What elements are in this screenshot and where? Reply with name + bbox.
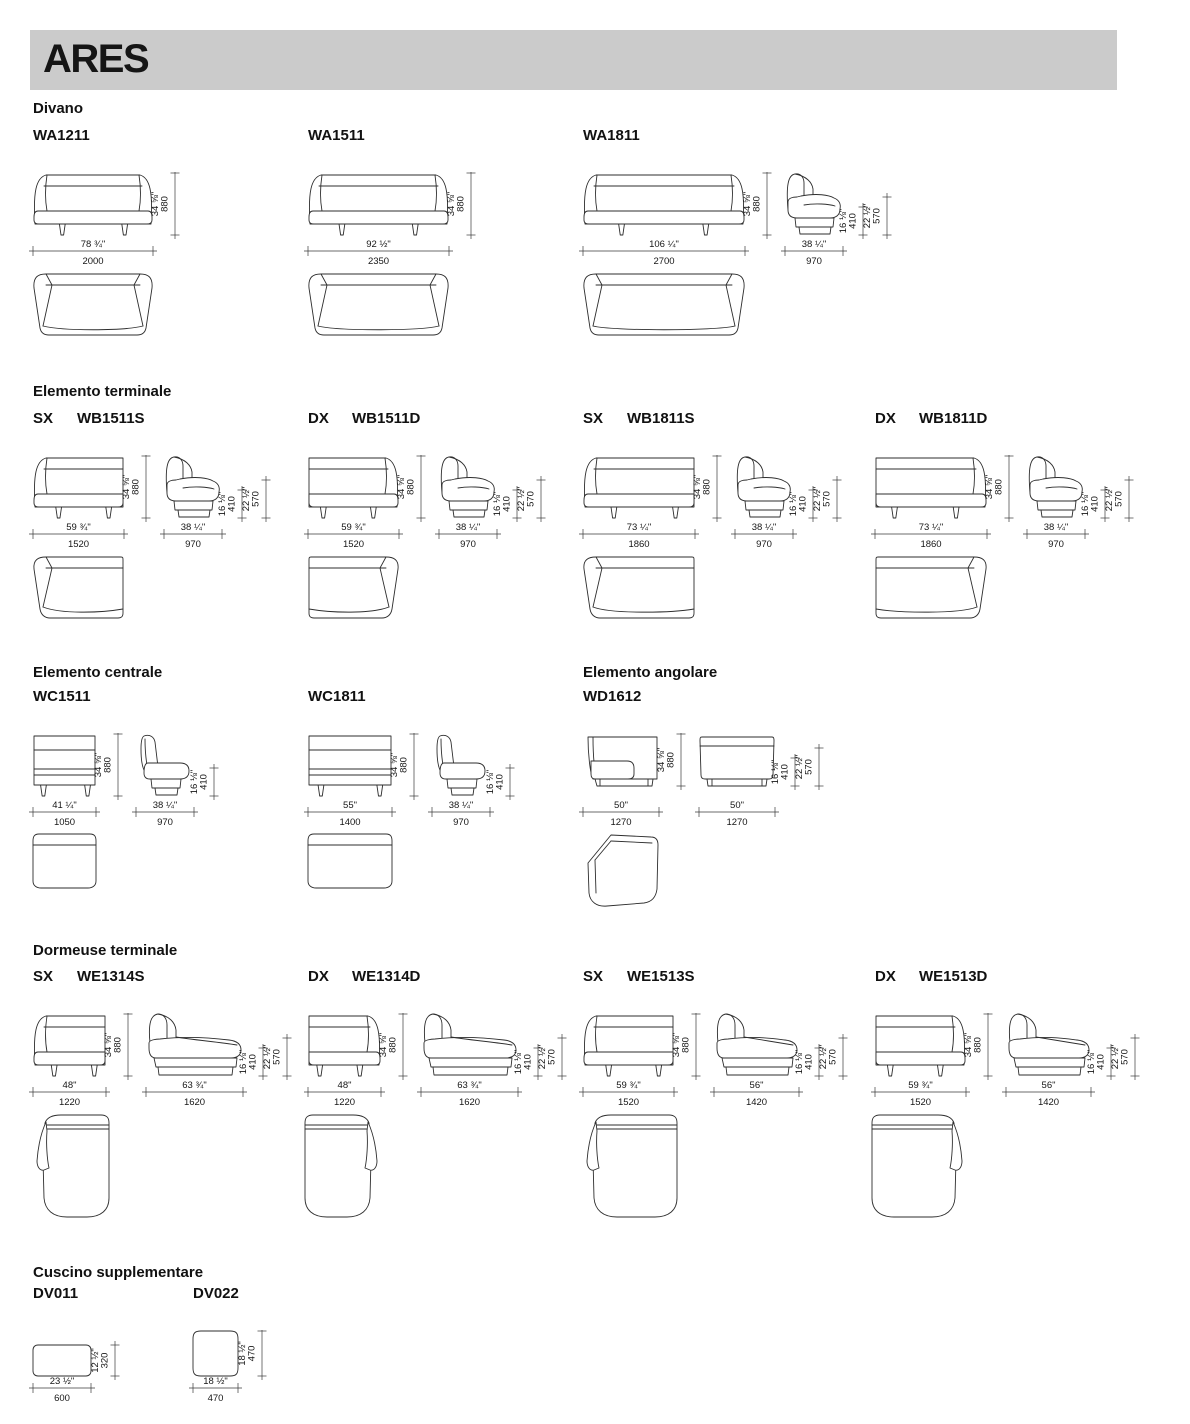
svg-text:16 ⅛": 16 ⅛" xyxy=(794,1049,805,1075)
svg-text:470: 470 xyxy=(246,1345,258,1362)
svg-text:38 ¼": 38 ¼" xyxy=(448,800,474,811)
svg-text:16 ⅛": 16 ⅛" xyxy=(838,208,849,234)
orientation-prefix: SX xyxy=(33,968,54,985)
model-code: WE1314S xyxy=(77,968,145,985)
svg-text:1400: 1400 xyxy=(339,817,361,828)
svg-text:55": 55" xyxy=(343,800,357,811)
model-code: WE1314D xyxy=(352,968,421,985)
figure-WB1511S xyxy=(27,455,278,629)
model-label-WB1511S xyxy=(33,410,145,427)
svg-text:1620: 1620 xyxy=(183,1097,206,1108)
svg-text:1520: 1520 xyxy=(909,1097,932,1108)
svg-text:23 ½": 23 ½" xyxy=(49,1376,75,1387)
svg-text:59 ¾": 59 ¾" xyxy=(66,522,91,533)
model-code: WA1211 xyxy=(33,127,90,144)
section-title-dormeuse: Dormeuse terminale xyxy=(33,942,178,959)
svg-text:16 ⅛": 16 ⅛" xyxy=(788,491,799,517)
svg-text:22 ½": 22 ½" xyxy=(262,1044,273,1070)
figure-WD1612 xyxy=(577,733,831,919)
svg-text:38 ¼": 38 ¼" xyxy=(801,239,827,250)
svg-text:22 ½": 22 ½" xyxy=(516,486,527,512)
svg-text:880: 880 xyxy=(102,757,114,773)
figure-WC1511 xyxy=(27,733,250,899)
model-code: WC1811 xyxy=(308,688,366,705)
svg-text:410: 410 xyxy=(247,1054,259,1070)
svg-text:56": 56" xyxy=(1041,1080,1056,1091)
orientation-prefix: DX xyxy=(875,968,896,985)
svg-text:1520: 1520 xyxy=(342,539,365,550)
svg-text:410: 410 xyxy=(847,213,859,229)
model-code: WB1511D xyxy=(352,410,421,427)
svg-text:34 ⅝": 34 ⅝" xyxy=(963,1032,974,1058)
svg-text:22 ½": 22 ½" xyxy=(818,1044,829,1070)
svg-text:1520: 1520 xyxy=(617,1097,640,1108)
orientation-prefix: SX xyxy=(33,410,54,427)
svg-text:18 ½": 18 ½" xyxy=(237,1341,248,1366)
svg-text:2350: 2350 xyxy=(367,256,390,267)
svg-text:970: 970 xyxy=(806,256,822,267)
svg-text:34 ⅝": 34 ⅝" xyxy=(446,191,457,217)
svg-text:880: 880 xyxy=(972,1037,984,1053)
svg-text:1860: 1860 xyxy=(920,539,942,550)
svg-text:570: 570 xyxy=(821,491,833,507)
figure-WC1811 xyxy=(302,733,546,899)
svg-text:880: 880 xyxy=(665,752,677,768)
svg-text:410: 410 xyxy=(779,764,791,780)
svg-text:1270: 1270 xyxy=(726,817,748,828)
svg-text:22 ½": 22 ½" xyxy=(794,754,805,780)
svg-text:880: 880 xyxy=(993,479,1005,495)
figure-DV022 xyxy=(187,1330,272,1410)
figure-WA1211 xyxy=(27,172,189,346)
model-label-WA1811 xyxy=(583,127,640,144)
svg-text:50": 50" xyxy=(730,800,744,811)
svg-text:410: 410 xyxy=(522,1054,534,1070)
svg-text:16 ⅛": 16 ⅛" xyxy=(1080,491,1091,517)
svg-text:34 ⅝": 34 ⅝" xyxy=(93,752,104,778)
svg-text:16 ⅛": 16 ⅛" xyxy=(485,769,496,795)
svg-text:34 ⅝": 34 ⅝" xyxy=(389,752,400,778)
model-label-WA1211 xyxy=(33,127,90,144)
svg-text:1420: 1420 xyxy=(1037,1097,1060,1108)
figure-DV011 xyxy=(27,1330,125,1410)
model-label-WB1811D xyxy=(875,410,987,427)
svg-text:18 ½": 18 ½" xyxy=(203,1376,228,1387)
svg-text:880: 880 xyxy=(112,1037,124,1053)
svg-text:16 ⅛": 16 ⅛" xyxy=(217,491,228,517)
figure-WB1811D xyxy=(869,455,1141,629)
model-code: DV011 xyxy=(33,1285,79,1302)
svg-text:570: 570 xyxy=(271,1049,283,1065)
svg-text:1860: 1860 xyxy=(628,539,650,550)
figure-WE1513S xyxy=(577,1013,855,1228)
svg-text:41 ¼": 41 ¼" xyxy=(52,800,77,811)
svg-text:34 ⅝": 34 ⅝" xyxy=(656,747,667,773)
svg-text:320: 320 xyxy=(99,1352,111,1369)
svg-text:59 ¾": 59 ¾" xyxy=(616,1080,641,1091)
svg-text:16 ⅛": 16 ⅛" xyxy=(1086,1049,1097,1075)
svg-text:880: 880 xyxy=(751,196,763,212)
svg-text:1420: 1420 xyxy=(745,1097,768,1108)
model-code: WB1511S xyxy=(77,410,145,427)
svg-text:38 ¼": 38 ¼" xyxy=(455,522,481,533)
svg-text:34 ⅝": 34 ⅝" xyxy=(378,1032,389,1058)
figure-WB1511D xyxy=(302,455,553,629)
svg-text:22 ½": 22 ½" xyxy=(537,1044,548,1070)
svg-text:34 ⅝": 34 ⅝" xyxy=(396,474,407,500)
svg-text:22 ½": 22 ½" xyxy=(1110,1044,1121,1070)
model-label-WC1511 xyxy=(33,688,91,705)
section-title-divano: Divano xyxy=(33,100,84,117)
section-title-terminale: Elemento terminale xyxy=(33,383,172,400)
svg-text:570: 570 xyxy=(1113,491,1125,507)
svg-text:48": 48" xyxy=(337,1080,352,1091)
svg-text:1270: 1270 xyxy=(610,817,632,828)
svg-text:92 ½": 92 ½" xyxy=(366,239,391,250)
model-code: WD1612 xyxy=(583,688,642,705)
page-title: ARES xyxy=(43,37,149,81)
svg-text:16 ⅛": 16 ⅛" xyxy=(770,759,781,785)
svg-text:38 ¼": 38 ¼" xyxy=(1043,522,1069,533)
svg-text:410: 410 xyxy=(803,1054,815,1070)
section-title-cuscino: Cuscino supplementare xyxy=(33,1264,204,1281)
model-label-WB1511D xyxy=(308,410,420,427)
svg-text:63 ¾": 63 ¾" xyxy=(182,1080,207,1091)
model-code: WC1511 xyxy=(33,688,91,705)
svg-text:106 ¼": 106 ¼" xyxy=(649,239,679,250)
figure-WE1513D xyxy=(869,1013,1147,1228)
figure-WA1811 xyxy=(577,172,899,346)
svg-text:2000: 2000 xyxy=(82,256,104,267)
figure-WE1314D xyxy=(302,1013,574,1228)
svg-text:78 ¾": 78 ¾" xyxy=(80,239,106,250)
svg-text:970: 970 xyxy=(460,539,476,550)
svg-text:970: 970 xyxy=(185,539,201,550)
model-code: WA1811 xyxy=(583,127,640,144)
model-code: WE1513S xyxy=(627,968,695,985)
model-label-WE1513D xyxy=(875,968,987,985)
svg-text:34 ⅝": 34 ⅝" xyxy=(121,474,132,500)
svg-text:470: 470 xyxy=(207,1393,224,1404)
model-label-WB1811S xyxy=(583,410,695,427)
svg-text:880: 880 xyxy=(405,479,417,495)
svg-text:1220: 1220 xyxy=(333,1097,356,1108)
model-label-WE1513S xyxy=(583,968,695,985)
svg-text:12 ½": 12 ½" xyxy=(90,1348,101,1373)
svg-text:570: 570 xyxy=(871,208,883,224)
svg-text:34 ⅝": 34 ⅝" xyxy=(742,191,753,217)
svg-text:22 ½": 22 ½" xyxy=(1104,486,1115,512)
brand-bar xyxy=(30,30,1117,90)
model-label-WA1511 xyxy=(308,127,365,144)
svg-text:1220: 1220 xyxy=(58,1097,81,1108)
model-code: DV022 xyxy=(193,1285,239,1302)
model-label-WE1314S xyxy=(33,968,145,985)
svg-text:56": 56" xyxy=(749,1080,764,1091)
svg-text:570: 570 xyxy=(250,491,262,507)
svg-text:34 ⅝": 34 ⅝" xyxy=(984,474,995,500)
section-title-centrale: Elemento centrale xyxy=(33,664,163,681)
orientation-prefix: DX xyxy=(308,968,329,985)
svg-text:16 ⅛": 16 ⅛" xyxy=(238,1049,249,1075)
model-label-WD1612 xyxy=(583,688,641,705)
figure-WB1811S xyxy=(577,455,849,629)
svg-text:22 ½": 22 ½" xyxy=(862,203,873,229)
svg-text:34 ⅝": 34 ⅝" xyxy=(103,1032,114,1058)
svg-text:16 ⅛": 16 ⅛" xyxy=(513,1049,524,1075)
svg-text:970: 970 xyxy=(1048,539,1064,550)
svg-text:50": 50" xyxy=(614,800,628,811)
svg-text:1050: 1050 xyxy=(53,817,76,828)
svg-text:880: 880 xyxy=(455,196,467,212)
svg-text:34 ⅝": 34 ⅝" xyxy=(150,191,161,217)
svg-text:2700: 2700 xyxy=(653,256,675,267)
model-code: WB1811D xyxy=(919,410,988,427)
orientation-prefix: DX xyxy=(308,410,329,427)
svg-text:880: 880 xyxy=(130,479,142,495)
svg-text:410: 410 xyxy=(494,774,506,790)
svg-text:410: 410 xyxy=(1089,496,1101,512)
orientation-prefix: SX xyxy=(583,410,604,427)
svg-text:880: 880 xyxy=(398,757,410,773)
svg-text:38 ¼": 38 ¼" xyxy=(152,800,178,811)
svg-text:570: 570 xyxy=(546,1049,558,1065)
svg-text:22 ½": 22 ½" xyxy=(241,486,252,512)
svg-text:73 ¼": 73 ¼" xyxy=(626,522,652,533)
svg-text:63 ¾": 63 ¾" xyxy=(457,1080,482,1091)
svg-text:59 ¾": 59 ¾" xyxy=(341,522,366,533)
svg-text:880: 880 xyxy=(701,479,713,495)
svg-text:570: 570 xyxy=(803,759,815,775)
svg-text:570: 570 xyxy=(827,1049,839,1065)
svg-text:73 ¼": 73 ¼" xyxy=(918,522,944,533)
svg-text:34 ⅝": 34 ⅝" xyxy=(692,474,703,500)
svg-text:970: 970 xyxy=(453,817,469,828)
model-label-WC1811 xyxy=(308,688,366,705)
svg-text:16 ⅛": 16 ⅛" xyxy=(189,769,200,795)
svg-text:410: 410 xyxy=(1095,1054,1107,1070)
figure-WE1314S xyxy=(27,1013,299,1228)
svg-text:600: 600 xyxy=(54,1393,70,1404)
model-code: WB1811S xyxy=(627,410,695,427)
svg-text:410: 410 xyxy=(501,496,513,512)
svg-text:410: 410 xyxy=(797,496,809,512)
figure-WA1511 xyxy=(302,172,485,346)
svg-text:38 ¼": 38 ¼" xyxy=(180,522,206,533)
model-code: WE1513D xyxy=(919,968,988,985)
svg-text:16 ⅛": 16 ⅛" xyxy=(492,491,503,517)
svg-text:880: 880 xyxy=(387,1037,399,1053)
model-label-DV022 xyxy=(193,1285,239,1302)
svg-text:38 ¼": 38 ¼" xyxy=(751,522,777,533)
svg-text:1620: 1620 xyxy=(458,1097,481,1108)
svg-text:970: 970 xyxy=(157,817,173,828)
svg-text:59 ¾": 59 ¾" xyxy=(908,1080,933,1091)
svg-text:570: 570 xyxy=(525,491,537,507)
orientation-prefix: DX xyxy=(875,410,896,427)
svg-text:410: 410 xyxy=(198,774,210,790)
svg-text:22 ½": 22 ½" xyxy=(812,486,823,512)
model-label-DV011 xyxy=(33,1285,78,1302)
model-label-WE1314D xyxy=(308,968,420,985)
svg-text:48": 48" xyxy=(62,1080,77,1091)
orientation-prefix: SX xyxy=(583,968,604,985)
svg-text:880: 880 xyxy=(680,1037,692,1053)
svg-text:1520: 1520 xyxy=(67,539,90,550)
svg-text:570: 570 xyxy=(1119,1049,1131,1065)
svg-text:880: 880 xyxy=(159,196,171,212)
section-title-angolare: Elemento angolare xyxy=(583,664,718,681)
model-code: WA1511 xyxy=(308,127,365,144)
svg-text:410: 410 xyxy=(226,496,238,512)
svg-text:34 ⅝": 34 ⅝" xyxy=(671,1032,682,1058)
svg-text:970: 970 xyxy=(756,539,772,550)
